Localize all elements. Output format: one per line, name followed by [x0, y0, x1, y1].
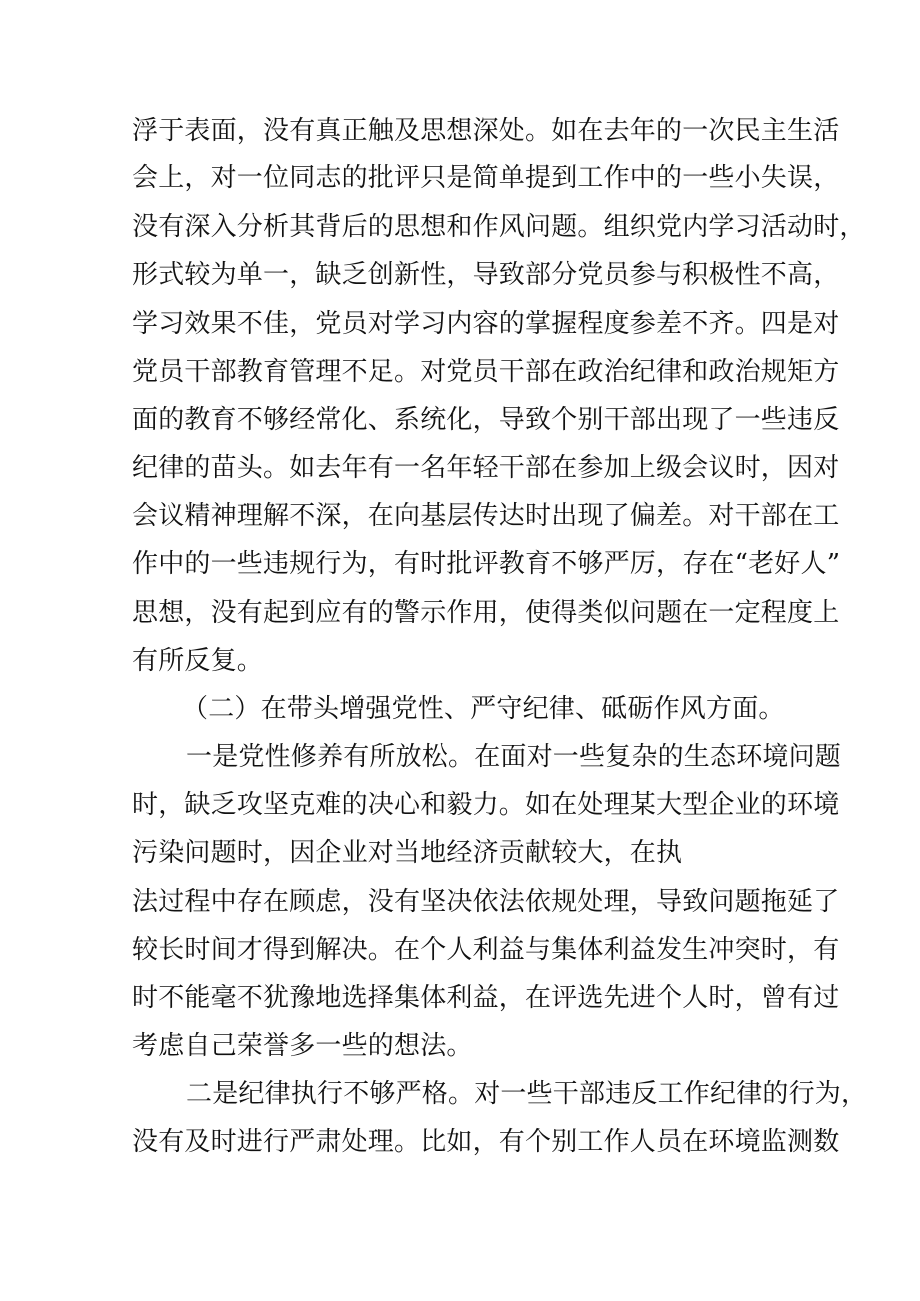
- text-line: 没有及时进行严肃处理。比如，有个别工作人员在环境监测数: [132, 1127, 840, 1157]
- text-line: 有所反复。: [132, 646, 264, 676]
- text-line: 没有深入分析其背后的思想和作风问题。组织党内学习活动时，: [132, 212, 866, 242]
- text-line: 作中的一些违规行为，有时批评教育不够严厉，存在“老好人”: [132, 549, 841, 579]
- text-line: 考虑自己荣誉多一些的想法。: [132, 1031, 473, 1061]
- text-line: 纪律的苗头。如去年有一名年轻干部在参加上级会议时，因对: [132, 453, 840, 483]
- text-line: 污染问题时，因企业对当地经济贡献较大，在执: [132, 838, 683, 868]
- text-line: 时，缺乏攻坚克难的决心和毅力。如在处理某大型企业的环境: [132, 790, 840, 820]
- paragraph-start-line: 二是纪律执行不够严格。对一些干部违反工作纪律的行为，: [186, 1079, 868, 1109]
- text-line: 较长时间才得到解决。在个人利益与集体利益发生冲突时，有: [132, 935, 840, 965]
- text-line: 会议精神理解不深，在向基层传达时出现了偏差。对干部在工: [132, 501, 840, 531]
- text-line: 形式较为单一，缺乏创新性，导致部分党员参与积极性不高，: [132, 260, 840, 290]
- section-heading: （二）在带头增强党性、严守纪律、砥砺作风方面。: [182, 694, 785, 724]
- text-line: 面的教育不够经常化、系统化，导致个别干部出现了一些违反: [132, 405, 840, 435]
- text-line: 法过程中存在顾虑，没有坚决依法依规处理，导致问题拖延了: [132, 887, 840, 917]
- text-line: 浮于表面，没有真正触及思想深处。如在去年的一次民主生活: [132, 116, 840, 146]
- text-line: 会上，对一位同志的批评只是简单提到工作中的一些小失误，: [132, 163, 840, 193]
- text-line: 党员干部教育管理不足。对党员干部在政治纪律和政治规矩方: [132, 357, 840, 387]
- text-line: 思想，没有起到应有的警示作用，使得类似问题在一定程度上: [132, 598, 840, 628]
- paragraph-start-line: 一是党性修养有所放松。在面对一些复杂的生态环境问题: [186, 742, 842, 772]
- text-line: 学习效果不佳，党员对学习内容的掌握程度参差不齐。四是对: [132, 309, 840, 339]
- text-line: 时不能毫不犹豫地选择集体利益，在评选先进个人时，曾有过: [132, 983, 840, 1013]
